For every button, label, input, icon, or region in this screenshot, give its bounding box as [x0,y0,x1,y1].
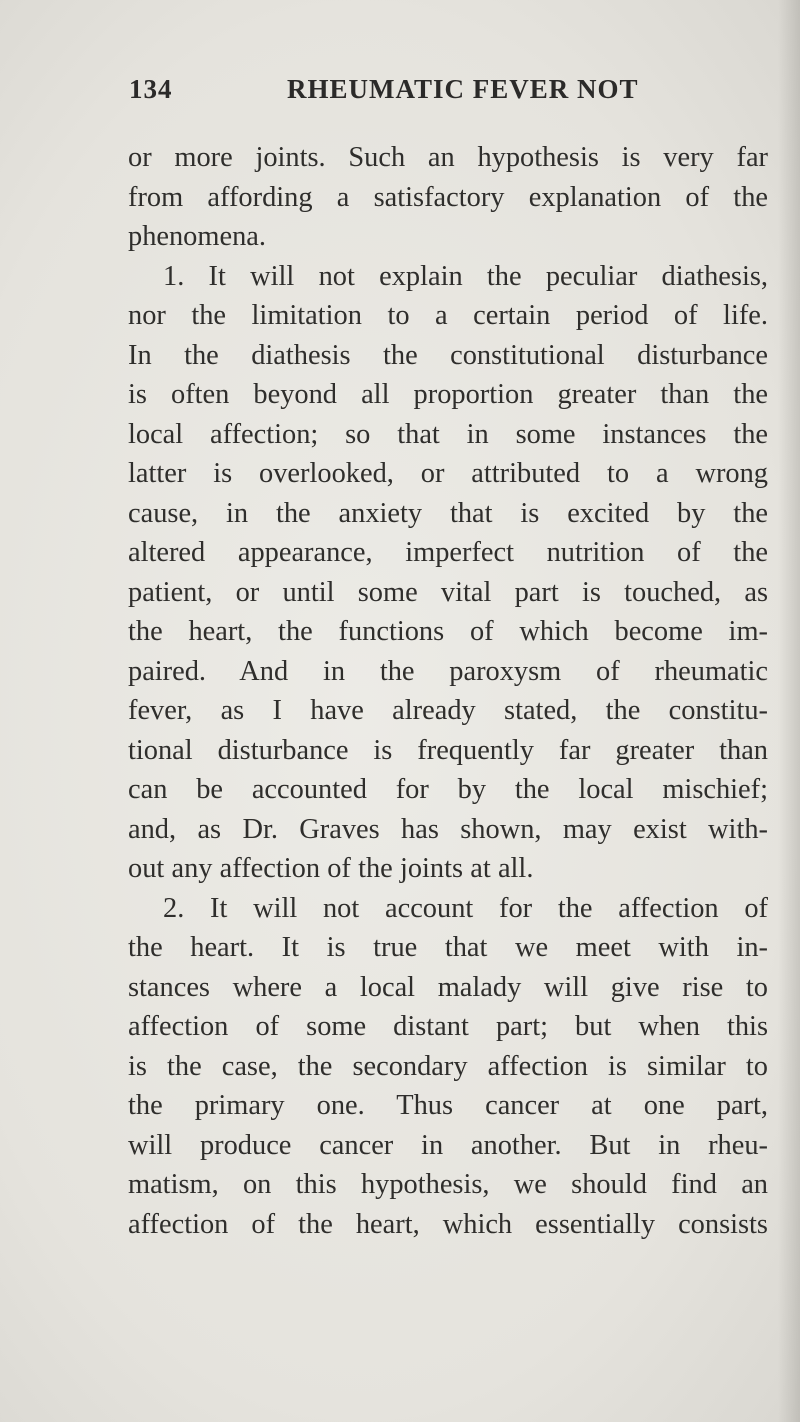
text-line: and, as Dr. Graves has shown, may exist with- [128,813,768,845]
text-line: out any affection of the joints at all. [128,853,534,884]
text-line: cause, in the anxiety that is excited by the [128,497,768,529]
text-line: from affording a satisfactory explanation of the [128,181,768,213]
text-line: affection of some distant part; but when this [128,1011,768,1042]
text-line: paired. And in the paroxysm of rheumatic [128,655,768,687]
text-line: will produce cancer in another. But in rheu- [128,1129,768,1161]
running-title: RHEUMATIC FEVER NOT [287,74,639,104]
text-line: tional disturbance is frequently far greater than [128,734,768,766]
text-line: 2. It will not account for the affection of [163,892,768,924]
text-line: patient, or until some vital part is touched, as [128,576,768,608]
text-line: altered appearance, imperfect nutrition of the [128,537,768,568]
page-edge-shadow [778,0,800,1422]
text-line: phenomena. [128,221,266,252]
body-text [128,138,768,1244]
text-line: local affection; so that in some instances the [128,418,768,450]
running-head [0,74,800,110]
text-line: the heart. It is true that we meet with in- [128,932,768,963]
text-line: stances where a local malady will give rise to [128,971,768,1003]
text-line: the primary one. Thus cancer at one part, [128,1090,768,1121]
text-line: affection of the heart, which essentially consists [128,1208,768,1240]
text-line: is the case, the secondary affection is similar to [128,1050,768,1082]
text-line: fever, as I have already stated, the constitu- [128,695,768,726]
text-line: the heart, the functions of which become im- [128,616,768,647]
text-line: latter is overlooked, or attributed to a wrong [128,458,768,489]
text-line: can be accounted for by the local mischief; [128,774,768,805]
page-number: 134 [129,74,173,104]
text-line: In the diathesis the constitutional disturbance [128,339,768,371]
text-line: nor the limitation to a certain period of life. [128,300,768,331]
text-line: 1. It will not explain the peculiar diathesis, [163,260,768,292]
text-line: matism, on this hypothesis, we should find an [128,1169,768,1200]
text-line: is often beyond all proportion greater than the [128,379,768,410]
text-line: or more joints. Such an hypothesis is very far [128,142,768,173]
